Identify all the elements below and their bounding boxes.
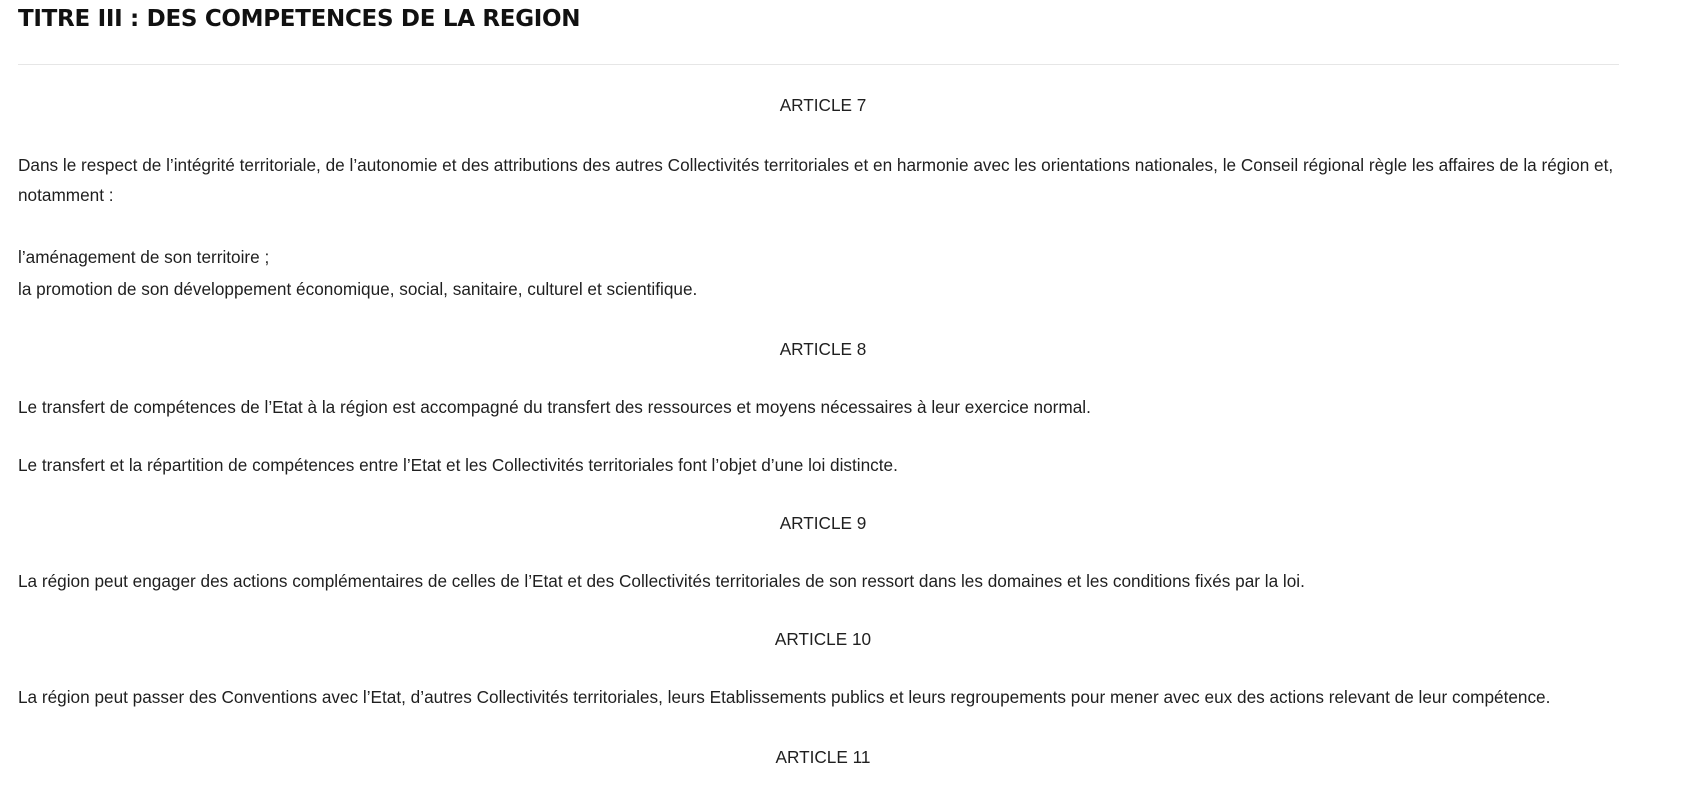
article-9-paragraph: La région peut engager des actions complémentaires de celles de l’Etat et des Collectivités territoriales de son ressort dans les domaines et les conditions fixés par la loi. xyxy=(18,571,1305,591)
document-body xyxy=(18,90,1628,772)
page-title: TITRE III : DES COMPETENCES DE LA REGION xyxy=(18,6,581,32)
article-10-paragraph: La région peut passer des Conventions avec l’Etat, d’autres Collectivités territoriales, leurs Etablissements publics et leurs regroupements pour mener avec eux des actions relevant de leur compétence. xyxy=(18,687,1551,707)
article-heading-9: ARTICLE 9 xyxy=(779,513,867,533)
article-heading-7: ARTICLE 7 xyxy=(779,95,867,115)
article-heading-10: ARTICLE 10 xyxy=(774,629,872,649)
article-8-paragraph: Le transfert de compétences de l’Etat à la région est accompagné du transfert des ressources et moyens nécessaires à leur exercice normal. xyxy=(18,397,1091,417)
title-divider xyxy=(18,64,1619,65)
article-heading-8: ARTICLE 8 xyxy=(779,339,867,359)
article-7-list-item: l’aménagement de son territoire ; xyxy=(18,247,270,267)
article-7-list-item: la promotion de son développement économique, social, sanitaire, culturel et scientifique. xyxy=(18,279,698,299)
article-8-paragraph: Le transfert et la répartition de compétences entre l’Etat et les Collectivités territoriales font l’objet d’une loi distincte. xyxy=(18,455,898,475)
article-heading-11: ARTICLE 11 xyxy=(775,747,871,767)
article-7-paragraph: Dans le respect de l’intégrité territoriale, de l’autonomie et des attributions des autres Collectivités territoriales et en harmonie avec les orientations nationales, le Conseil régional règle les affaires de la région et, notamment : xyxy=(18,155,1614,205)
